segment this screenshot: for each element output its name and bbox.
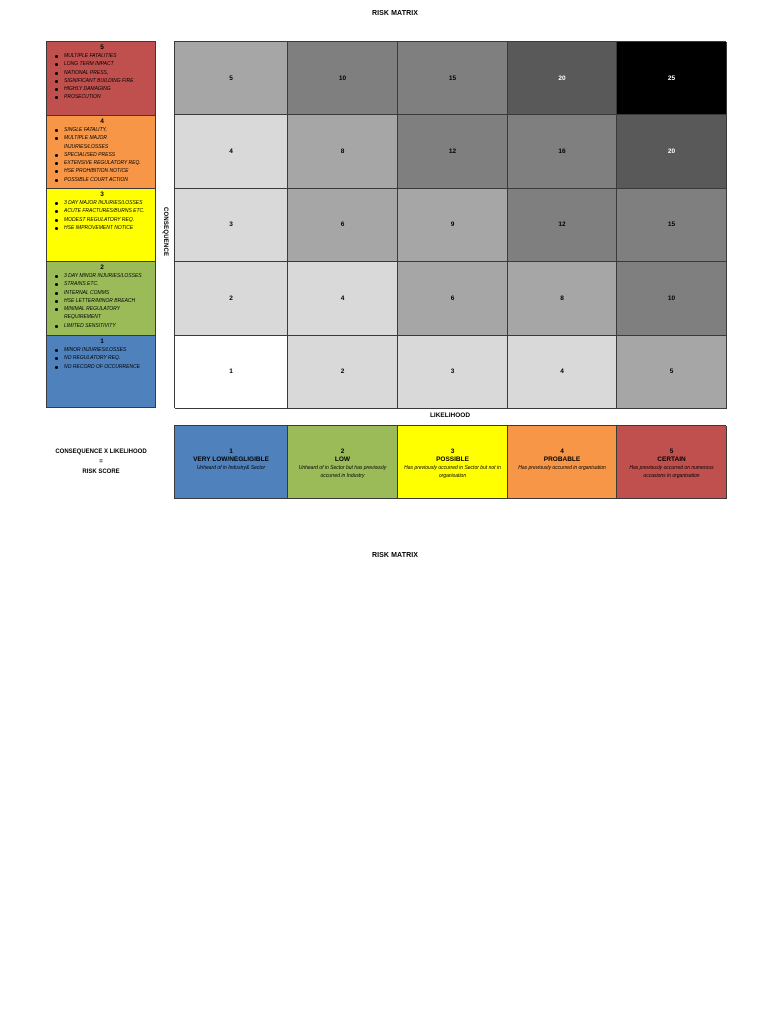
matrix-cell: 6 xyxy=(288,189,398,262)
likelihood-description: Has previously occurred on numerous occasions in organisation xyxy=(629,465,714,479)
likelihood-level: 3 xyxy=(450,448,455,455)
matrix-cell: 9 xyxy=(398,189,508,262)
likelihood-description: Has previously occurred in Sector but not in organisation xyxy=(404,465,501,479)
page-title-repeat: RISK MATRIX xyxy=(371,552,419,559)
consequence-criterion: MINIMAL REGULATORY REQUIREMENT xyxy=(53,305,151,322)
matrix-cell: 15 xyxy=(398,42,508,115)
likelihood-box-3 xyxy=(398,426,508,499)
consequence-criterion: SPECIALISED PRESS xyxy=(53,151,151,159)
consequence-criterion: INTERNAL COMMS xyxy=(53,289,151,297)
consequence-criteria-list xyxy=(53,126,151,184)
matrix-cell: 5 xyxy=(175,42,288,115)
consequence-box-3 xyxy=(46,188,156,261)
likelihood-level: 4 xyxy=(560,448,564,455)
matrix-cell: 1 xyxy=(175,336,288,409)
matrix-cell: 10 xyxy=(288,42,398,115)
matrix-cell: 8 xyxy=(508,262,617,335)
likelihood-box-5 xyxy=(617,426,727,499)
formula-equals: = xyxy=(99,459,103,465)
consequence-level: 1 xyxy=(100,338,104,345)
consequence-criterion: STRAINS ETC. xyxy=(53,280,151,288)
consequence-level: 4 xyxy=(100,118,104,125)
consequence-criteria-list xyxy=(53,52,151,102)
likelihood-name: POSSIBLE xyxy=(436,456,469,463)
matrix-cell: 4 xyxy=(175,115,288,188)
matrix-cell: 2 xyxy=(288,336,398,409)
consequence-criterion: LIMITED SENSITIVITY xyxy=(53,322,151,330)
consequence-level: 2 xyxy=(100,264,104,271)
matrix-cell: 20 xyxy=(508,42,617,115)
formula-line-1: CONSEQUENCE X LIKELIHOOD xyxy=(55,449,147,455)
page-title: RISK MATRIX xyxy=(371,10,419,17)
likelihood-box-1 xyxy=(175,426,288,499)
consequence-criterion: NO REGULATORY REQ. xyxy=(53,354,151,362)
risk-score-matrix xyxy=(174,41,726,408)
consequence-criterion: NATIONAL PRESS, xyxy=(53,69,151,77)
matrix-cell: 20 xyxy=(617,115,727,188)
consequence-level: 3 xyxy=(100,191,104,198)
consequence-criteria-list xyxy=(53,346,151,371)
consequence-criterion: MODEST REGULATORY REQ. xyxy=(53,216,151,224)
risk-score-formula xyxy=(46,447,156,477)
consequence-criterion: PROSECUTION xyxy=(53,93,151,101)
consequence-criteria-list xyxy=(53,199,151,232)
likelihood-description: Unheard of in Industry& Sector xyxy=(196,465,266,471)
likelihood-level: 2 xyxy=(340,448,345,455)
likelihood-name: LOW xyxy=(334,456,351,463)
consequence-criterion: MULTIPLE FATALITIES xyxy=(53,52,151,60)
consequence-criterion: HIGHLY DAMAGING xyxy=(53,85,151,93)
likelihood-name: VERY LOW/NEGLIGIBLE xyxy=(193,456,269,463)
consequence-criterion: POSSIBLE COURT ACTION xyxy=(53,176,151,184)
likelihood-level: 1 xyxy=(229,448,233,455)
consequence-legend xyxy=(46,41,156,408)
matrix-cell: 2 xyxy=(175,262,288,335)
matrix-cell: 10 xyxy=(617,262,727,335)
consequence-criterion: HSE IMPROVEMENT NOTICE xyxy=(53,224,151,232)
matrix-cell: 4 xyxy=(288,262,398,335)
likelihood-description: Unheard of in Sector but has previously occurred in Industry xyxy=(298,465,387,479)
consequence-level: 5 xyxy=(100,44,104,51)
consequence-criterion: 3 DAY MAJOR INJURIES/LOSSES xyxy=(53,199,151,207)
consequence-criterion: HSE LETTER/MINOR BREACH xyxy=(53,297,151,305)
likelihood-name: PROBABLE xyxy=(543,456,581,463)
consequence-criterion: MINOR INJURIES/LOSSES xyxy=(53,346,151,354)
consequence-criterion: EXTENSIVE REGULATORY REQ. xyxy=(53,159,151,167)
matrix-cell: 15 xyxy=(617,189,727,262)
likelihood-name: CERTAIN xyxy=(657,456,686,463)
matrix-cell: 12 xyxy=(398,115,508,188)
matrix-cell: 3 xyxy=(398,336,508,409)
consequence-criterion: NO RECORD OF OCCURRENCE xyxy=(53,363,151,371)
consequence-criteria-list xyxy=(53,272,151,330)
matrix-cell: 3 xyxy=(175,189,288,262)
matrix-cell: 4 xyxy=(508,336,617,409)
consequence-axis-label: CONSEQUENCE xyxy=(162,207,168,257)
matrix-cell: 6 xyxy=(398,262,508,335)
consequence-box-4 xyxy=(46,115,156,188)
consequence-criterion: ACUTE FRACTURES/BURNS ETC. xyxy=(53,207,151,215)
matrix-cell: 16 xyxy=(508,115,617,188)
consequence-box-5 xyxy=(46,41,156,115)
likelihood-box-4 xyxy=(508,426,617,499)
matrix-cell: 12 xyxy=(508,189,617,262)
likelihood-legend xyxy=(174,425,726,499)
likelihood-box-2 xyxy=(288,426,398,499)
matrix-cell: 8 xyxy=(288,115,398,188)
likelihood-level: 5 xyxy=(669,448,674,455)
consequence-box-2 xyxy=(46,261,156,335)
consequence-criterion: 3 DAY MINOR INJURIES/LOSSES xyxy=(53,272,151,280)
matrix-cell: 5 xyxy=(617,336,727,409)
consequence-criterion: SINGLE FATALITY, xyxy=(53,126,151,134)
formula-line-3: RISK SCORE xyxy=(82,469,120,475)
consequence-criterion: MULTIPLE MAJOR INJURIES/LOSSES xyxy=(53,134,151,151)
matrix-cell: 25 xyxy=(617,42,727,115)
likelihood-axis-label: LIKELIHOOD xyxy=(429,412,471,419)
consequence-criterion: LONG TERM IMPACT xyxy=(53,60,151,68)
consequence-criterion: HSE PROHIBITION NOTICE xyxy=(53,167,151,175)
likelihood-description: Has previously occurred in organisation xyxy=(518,465,606,471)
consequence-box-1 xyxy=(46,335,156,408)
consequence-criterion: SIGNIFICANT BUILDING FIRE xyxy=(53,77,151,85)
